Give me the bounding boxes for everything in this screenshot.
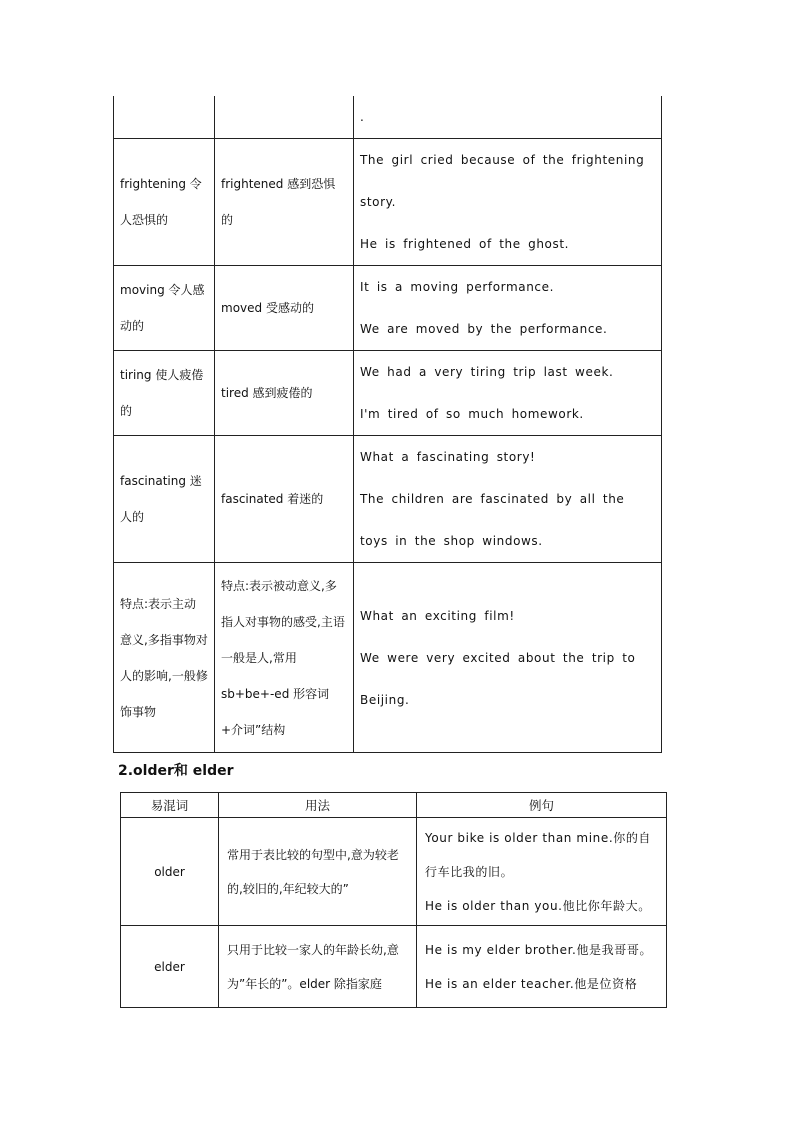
word-cell: older	[121, 818, 219, 926]
example-sentence: We were very excited about the trip to Beijing.	[360, 650, 636, 707]
example-sentence: Your bike is older than mine.你的自行车比我的旧。	[425, 830, 652, 879]
table-row	[114, 96, 662, 139]
table-row	[114, 351, 662, 436]
example-cell	[354, 96, 662, 139]
example-sentence: The children are fascinated by all the toys in the shop windows.	[360, 492, 625, 548]
example-cell	[417, 818, 667, 926]
usage-cell: 只用于比较一家人的年龄长幼,意为”年长的”。elder 除指家庭	[219, 926, 417, 1008]
example-sentence: I'm tired of so much homework.	[360, 407, 584, 421]
example-cell	[354, 139, 662, 266]
table-row	[114, 266, 662, 351]
ed-adjective-cell	[215, 96, 354, 139]
ing-adjective-cell: fascinating 迷人的	[114, 436, 215, 563]
example-sentence: What a fascinating story!	[360, 450, 536, 464]
example-sentence: He is frightened of the ghost.	[360, 237, 570, 251]
example-sentence: He is my elder brother.他是我哥哥。	[425, 942, 653, 957]
example-cell	[354, 563, 662, 753]
ing-adjective-cell: tiring 使人疲倦的	[114, 351, 215, 436]
example-sentence: The girl cried because of the frightening story.	[360, 153, 645, 209]
example-cell	[417, 926, 667, 1008]
word-cell: elder	[121, 926, 219, 1008]
column-header: 例句	[417, 793, 667, 818]
example-cell	[354, 436, 662, 563]
ing-adjective-cell	[114, 96, 215, 139]
table-row	[121, 926, 667, 1008]
example-cell	[354, 351, 662, 436]
ing-adjective-cell: moving 令人感动的	[114, 266, 215, 351]
ed-adjective-cell: moved 受感动的	[215, 266, 354, 351]
ed-adjective-cell: fascinated 着迷的	[215, 436, 354, 563]
table-row	[114, 563, 662, 753]
ed-feature-cell: 特点:表示被动意义,多指人对事物的感受,主语一般是人,常用sb+be+-ed 形容词+介词”结构	[215, 563, 354, 753]
ing-adjective-cell: frightening 令人恐惧的	[114, 139, 215, 266]
column-header: 用法	[219, 793, 417, 818]
table-row	[121, 818, 667, 926]
example-sentence: We are moved by the performance.	[360, 322, 608, 336]
example-sentence: We had a very tiring trip last week.	[360, 365, 614, 379]
table-row	[114, 139, 662, 266]
example-sentence: He is an elder teacher.他是位资格	[425, 976, 638, 991]
example-sentence: .	[360, 110, 365, 124]
ed-adjective-cell: frightened 感到恐惧的	[215, 139, 354, 266]
usage-cell: 常用于表比较的句型中,意为较老的,较旧的,年纪较大的”	[219, 818, 417, 926]
example-cell	[354, 266, 662, 351]
ed-adjective-cell: tired 感到疲倦的	[215, 351, 354, 436]
section-heading: 2.older和 elder	[118, 763, 234, 779]
example-sentence: It is a moving performance.	[360, 280, 554, 294]
older-elder-table	[120, 792, 667, 1008]
example-sentence: He is older than you.他比你年龄大。	[425, 898, 651, 913]
table-row	[114, 436, 662, 563]
adjective-comparison-table	[113, 96, 662, 753]
table-header-row	[121, 793, 667, 818]
example-sentence: What an exciting film!	[360, 608, 515, 623]
ing-feature-cell: 特点:表示主动意义,多指事物对人的影响,一般修饰事物	[114, 563, 215, 753]
column-header: 易混词	[121, 793, 219, 818]
